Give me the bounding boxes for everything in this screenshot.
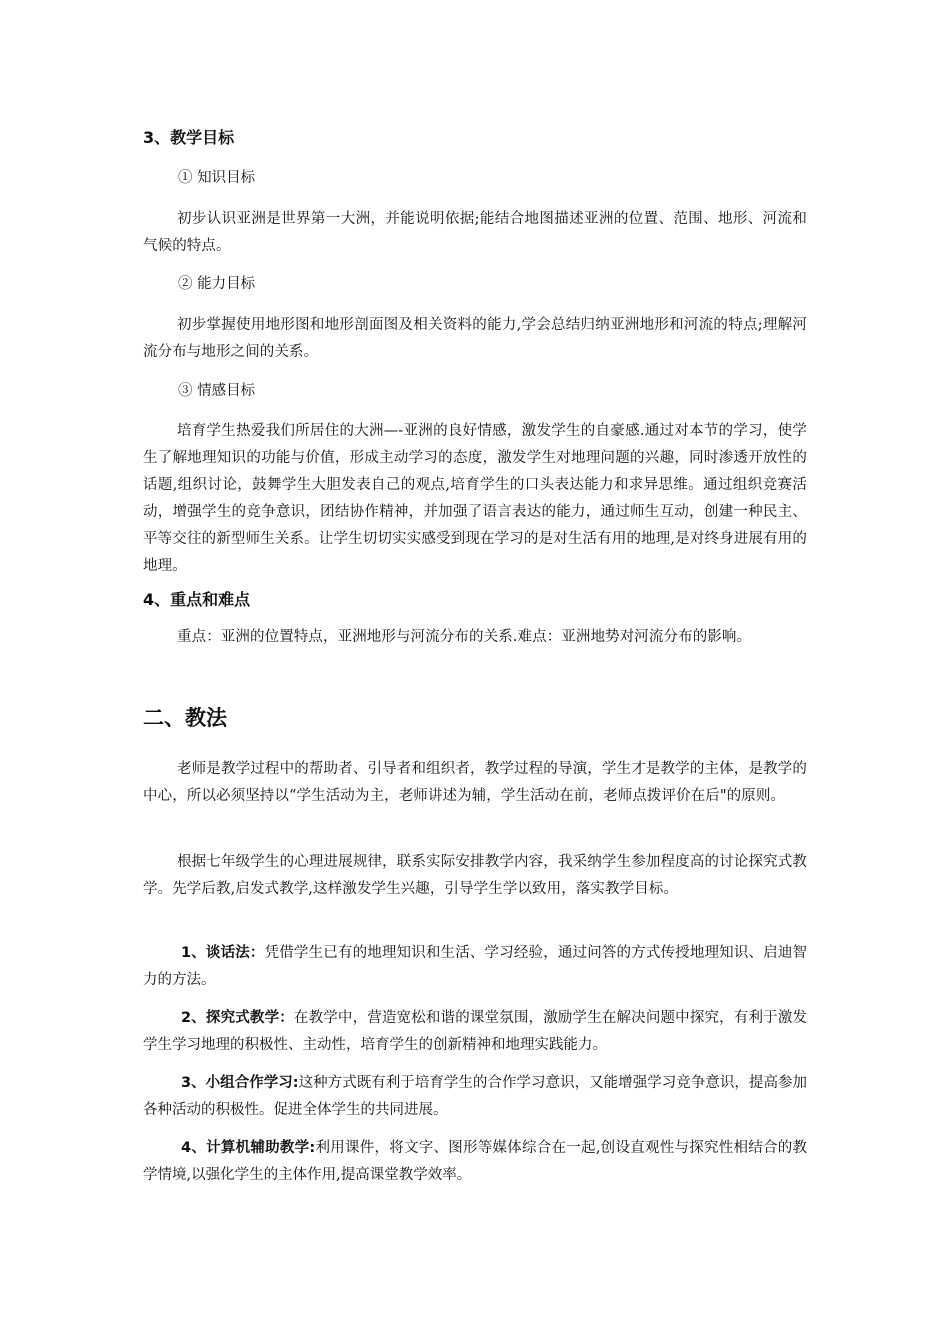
subheading-emotion-goal: ③ 情感目标 xyxy=(178,383,256,399)
section-title-key-points: 4、重点和难点 xyxy=(143,590,251,609)
subheading-knowledge-goal: ① 知识目标 xyxy=(178,170,256,186)
paragraph-method-basis: 根据七年级学生的心理进展规律，联系实际安排教学内容，我采纳学生参加程度高的讨论探究式教学。先学后教,启发式教学,这样激发学生兴趣，引导学生学以致用，落实教学目标。 xyxy=(143,854,807,897)
method-item-label: 3、小组合作学习: xyxy=(181,1075,299,1091)
subheading-ability-goal: ② 能力目标 xyxy=(178,276,256,292)
method-item-inquiry xyxy=(143,1005,807,1059)
method-item-text: 利用课件，将文字、图形等媒体综合在一起,创设直观性与探究性相结合的教学情境,以强化学生的主体作用,提高课堂教学效率。 xyxy=(143,1140,808,1183)
paragraph-method-intro: 老师是教学过程中的帮助者、引导者和组织者，教学过程的导演，学生才是教学的主体，是教学的中心，所以必须坚持以“学生活动为主，老师讲述为辅，学生活动在前，老师点拨评价在后"的原则。 xyxy=(143,761,807,804)
method-item-group-cooperation xyxy=(143,1070,807,1124)
paragraph-emotion-goal: 培育学生热爱我们所居住的大洲—-亚洲的良好情感，激发学生的自豪感.通过对本节的学习，使学生了解地理知识的功能与价值，形成主动学习的态度，激发学生对地理问题的兴趣，同时渗透开放性的话题,组织讨论，鼓舞学生大胆发表自己的观点,培育学生的口头表达能力和求异思维。通过组织竞赛活动，增强学生的竞争意识，团结协作精神，并加强了语言表达的能力，通过师生互动，创建一种民主、平等交往的新型师生关系。让学生切切实实感受到现在学习的是对生活有用的地理,是对终身进展有用的地理。 xyxy=(143,423,807,574)
method-item-label: 4、计算机辅助教学: xyxy=(181,1140,316,1156)
method-item-text: 这种方式既有利于培育学生的合作学习意识，又能增强学习竞争意识，提高参加各种活动的积极性。促进全体学生的共同进展。 xyxy=(143,1075,807,1118)
paragraph-ability-goal: 初步掌握使用地形图和地形剖面图及相关资料的能力,学会总结归纳亚洲地形和河流的特点;理解河流分布与地形之间的关系。 xyxy=(143,317,807,360)
paragraph-key-points: 重点：亚洲的位置特点，亚洲地形与河流分布的关系.难点：亚洲地势对河流分布的影响。 xyxy=(177,629,752,645)
method-item-computer-assisted xyxy=(143,1135,807,1189)
method-item-text: 凭借学生已有的地理知识和生活、学习经验，通过问答的方式传授地理知识、启迪智力的方法。 xyxy=(143,945,807,988)
method-item-dialogue xyxy=(143,940,807,994)
section-title-teaching-method: 二、教法 xyxy=(143,706,227,730)
paragraph-knowledge-goal: 初步认识亚洲是世界第一大洲，并能说明依据;能结合地图描述亚洲的位置、范围、地形、河流和气候的特点。 xyxy=(143,211,807,254)
method-item-label: 1、谈话法： xyxy=(181,945,265,961)
method-item-text: 在教学中，营造宽松和谐的课堂氛围，激励学生在解决问题中探究，有利于激发学生学习地理的积极性、主动性，培育学生的创新精神和地理实践能力。 xyxy=(143,1010,807,1053)
method-item-label: 2、探究式教学： xyxy=(181,1010,294,1026)
section-title-teaching-goals: 3、教学目标 xyxy=(143,128,235,147)
